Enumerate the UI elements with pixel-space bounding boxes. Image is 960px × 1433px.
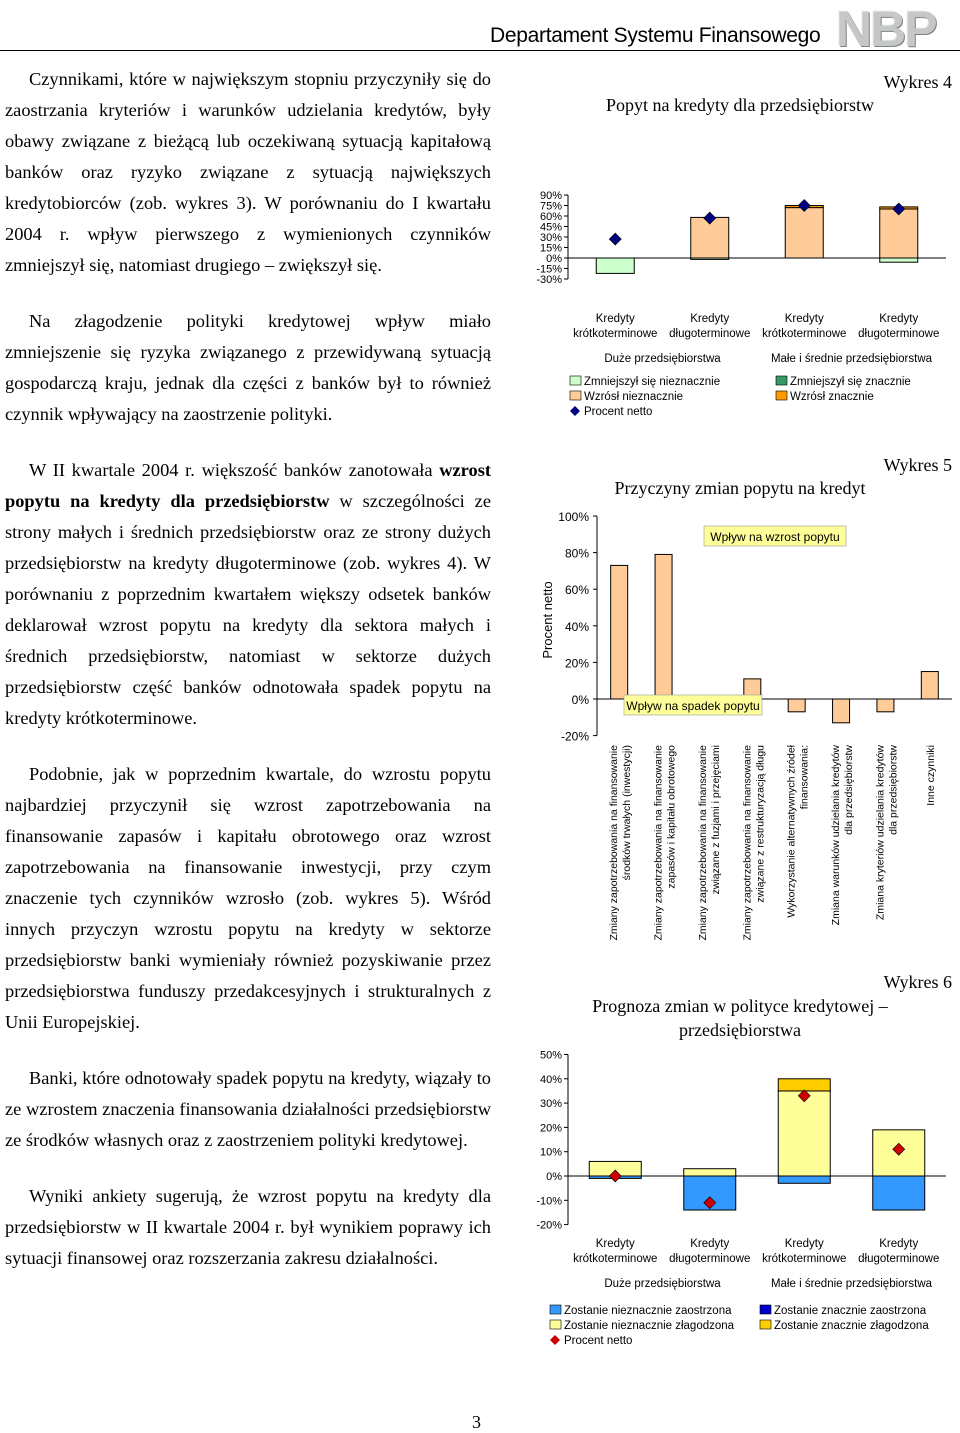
legend-marker — [570, 406, 580, 416]
legend-label: Wzrósł znacznie — [790, 391, 874, 403]
bar — [877, 699, 894, 712]
bar — [596, 258, 634, 273]
paragraph-1: Czynnikami, które w największym stopniu przyczyniły się do zaostrzania kryteriów i warunków udzielania kredytów, były obawy związane z bieżącą lub oczekiwaną sytuacją kapitałową banków oraz ryzyko związane z sytuacją największych kredytobiorców (zob. wykres 3). W porównaniu do I kwartału 2004 r. wpływ pierwszego z wymienionych czynników zmniejszył się, natomiast drugiego – zwiększył się. — [5, 69, 491, 275]
paragraph-6: Wyniki ankiety sugerują, że wzrost popytu na kredyty dla przedsiębiorstw w II kwartale 2004 r. był wynikiem poprawy ich sytuacji finansowej oraz rozszerzania zakresu działalności. — [5, 1186, 491, 1268]
legend-label: Zostanie znacznie zaostrzona — [774, 1305, 927, 1317]
group-label: Duże przedsiębiorstwa — [604, 353, 721, 365]
category-label-group — [608, 745, 633, 941]
y-tick-label: 45% — [539, 221, 562, 234]
legend-label: Zostanie znacznie złagodzona — [774, 1320, 929, 1332]
y-tick-label: 60% — [539, 211, 562, 223]
category-label: długoterminowe — [858, 328, 940, 340]
category-label: finansowania: — [798, 745, 811, 810]
y-tick-label: 0% — [571, 693, 589, 707]
y-tick-label: -30% — [536, 274, 562, 286]
paragraph-3-b: w szczególności ze strony małych i średnich przedsiębiorstw oraz ze strony dużych przedsiębiorstw na kredyty długoterminowe (zob. wykres 4). W porównaniu z poprzednim kwartałem większy odsetek banków deklarował wzrost popytu na kredyty dla sektora małych i średnich przedsiębiorstw, natomiast w sektorze dużych przedsiębiorstw część banków odnotowała spadek popytu na kredyty krótkoterminowe. — [5, 491, 492, 728]
group-label: Małe i średnie przedsiębiorstwa — [770, 1278, 933, 1290]
y-tick-label: 50% — [539, 1049, 562, 1062]
category-label: długoterminowe — [669, 328, 751, 340]
chart-title-line2: przedsiębiorstwa — [679, 1020, 801, 1040]
paragraph-3-bold: wzrost popytu na kredyty dla przedsiębiorstw — [5, 460, 491, 511]
y-tick-label: 15% — [539, 242, 562, 255]
category-label: Zmiany zapotrzebowania na finansowanie — [741, 745, 754, 941]
chart-label: Wykres 5 — [883, 455, 952, 475]
annotation-text: Wpływ na spadek popytu — [626, 699, 760, 713]
y-tick-label: 60% — [564, 583, 589, 598]
category-label: długoterminowe — [669, 1253, 751, 1265]
chart-label: Wykres 6 — [883, 972, 952, 992]
category-label: Kredyty — [879, 1238, 919, 1250]
legend-label: Zostanie nieznacznie złagodzona — [564, 1320, 735, 1332]
category-label-group — [653, 745, 678, 941]
y-tick-label: 20% — [564, 656, 589, 671]
y-tick-label: -20% — [560, 729, 589, 744]
category-label: związane z fuzjami i przejęciami — [709, 745, 722, 895]
legend-label: Zmniejszył się nieznacznie — [584, 376, 721, 388]
category-label-group — [697, 745, 722, 941]
y-tick-label: 40% — [564, 619, 589, 634]
nbp-logo: NBP — [836, 1, 936, 57]
legend-swatch — [550, 1305, 561, 1314]
category-label: krótkoterminowe — [762, 1253, 847, 1265]
chart-title: Przyczyny zmian popytu na kredyt — [614, 478, 866, 498]
category-label: Wykorzystanie alternatywnych źródeł — [785, 745, 798, 918]
category-label: Kredyty — [784, 313, 824, 325]
paragraph-3-a: W II kwartale 2004 r. większość banków zanotowała — [29, 460, 440, 480]
category-label: krótkoterminowe — [573, 1253, 658, 1265]
bar — [833, 699, 850, 723]
legend-swatch — [776, 391, 787, 400]
category-label: Kredyty — [784, 1238, 824, 1250]
bar — [873, 1176, 925, 1210]
category-label: Kredyty — [595, 313, 635, 325]
category-label: Inne czynniki — [924, 745, 937, 806]
bar — [880, 209, 918, 258]
y-tick-label: 80% — [564, 546, 589, 561]
group-label: Duże przedsiębiorstwa — [604, 1278, 721, 1290]
y-tick-label: 40% — [539, 1073, 562, 1086]
category-label: Zmiana kryteriów udzielania kredytów — [874, 745, 887, 921]
legend-swatch — [570, 391, 581, 400]
category-label: długoterminowe — [858, 1253, 940, 1265]
category-label: krótkoterminowe — [762, 328, 847, 340]
category-label: związane z restrukturyzacją długu — [754, 745, 767, 903]
category-label: Kredyty — [879, 313, 919, 325]
legend-swatch — [570, 376, 581, 385]
category-label-group — [925, 745, 937, 806]
chart-label: Wykres 4 — [883, 72, 952, 92]
y-tick-label: -10% — [536, 1195, 562, 1208]
category-label-group — [830, 745, 855, 926]
category-label: Zmiana warunków udzielania kredytów — [830, 745, 843, 926]
bar — [655, 554, 672, 699]
y-axis-label: Procent netto — [540, 581, 555, 659]
legend-label: Procent netto — [564, 1335, 633, 1347]
category-label-group — [874, 745, 899, 920]
legend-label: Procent netto — [584, 406, 653, 418]
bar — [611, 565, 628, 699]
page-number: 3 — [472, 1412, 481, 1432]
category-label: dla przedsiębiorstw — [887, 745, 900, 835]
y-tick-label: 75% — [539, 200, 562, 213]
category-label: Kredyty — [690, 1238, 730, 1250]
paragraph-2: Na złagodzenie polityki kredytowej wpływ miało zmniejszenie się ryzyka związanego z przewidywaną sytuacją gospodarczą kraju, jednak dla części z banków był to również czynnik wpływający na zaostrzenie polityki. — [5, 311, 491, 424]
y-tick-label: 30% — [539, 1098, 562, 1111]
category-label: krótkoterminowe — [573, 328, 658, 340]
legend-swatch — [760, 1320, 771, 1329]
legend-marker — [550, 1335, 560, 1345]
legend-label: Zostanie nieznacznie zaostrzona — [564, 1305, 732, 1317]
bar — [921, 672, 938, 699]
header-department: Departament Systemu Finansowego — [490, 24, 821, 47]
paragraph-5: Banki, które odnotowały spadek popytu na kredyty, wiązały to ze wzrostem znaczenia finansowania działalności przedsiębiorstw ze środków własnych oraz z zaostrzeniem polityki kredytowej. — [5, 1068, 491, 1150]
bar — [788, 699, 805, 712]
bar — [785, 208, 823, 258]
category-label: Zmiany zapotrzebowania na finansowanie — [608, 745, 621, 941]
y-tick-label: 30% — [539, 232, 562, 244]
legend-label: Zmniejszył się znacznie — [790, 376, 911, 388]
paragraph-4: Podobnie, jak w poprzednim kwartale, do wzrostu popytu najbardziej przyczynił się wzrost zapotrzebowania na finansowanie zapasów i kapitału obrotowego oraz wzrost zapotrzebowania na finansowanie inwestycji, przy czym znaczenie tych czynników wzrosło (zob. wykres 5). Wśród innych przyczyn wzrostu popytu na kredyty w sektorze przedsiębiorstw banki wymieniały również pozyskiwanie przez przedsiębiorstwa funduszy przedakcesyjnych i strukturalnych z Unii Europejskiej. — [5, 764, 491, 1032]
category-label: środków trwałych (inwestycji) — [621, 745, 634, 881]
y-tick-label: 0% — [546, 253, 562, 265]
bar — [684, 1169, 736, 1176]
y-tick-label: 100% — [558, 510, 589, 524]
annotation-decrease — [624, 695, 762, 715]
bar — [778, 1176, 830, 1183]
legend-label: Wzrósł nieznacznie — [584, 391, 684, 403]
bar — [880, 258, 918, 262]
annotation-text: Wpływ na wzrost popytu — [710, 530, 840, 544]
category-label: Zmiany zapotrzebowania na finansowanie — [652, 745, 665, 941]
group-label: Małe i średnie przedsiębiorstwa — [770, 353, 933, 365]
y-tick-label: 90% — [539, 190, 562, 202]
category-label: Zmiany zapotrzebowania na finansowanie — [696, 745, 709, 941]
category-label: Kredyty — [595, 1238, 635, 1250]
y-tick-label: -15% — [536, 263, 562, 276]
net-marker — [609, 233, 621, 245]
chart-title: Popyt na kredyty dla przedsiębiorstw — [606, 95, 874, 115]
category-label-group — [741, 745, 766, 941]
chart-title: Prognoza zmian w polityce kredytowej – — [592, 996, 888, 1016]
legend-swatch — [550, 1320, 561, 1329]
y-tick-label: 20% — [539, 1122, 562, 1135]
legend-swatch — [760, 1305, 771, 1314]
category-label: zapasów i kapitału obrotowego — [665, 745, 678, 889]
y-tick-label: -20% — [536, 1219, 562, 1232]
annotation-increase — [704, 526, 846, 546]
y-tick-label: 10% — [539, 1146, 562, 1159]
category-label-group — [786, 744, 811, 917]
legend-swatch — [776, 376, 787, 385]
bar — [778, 1079, 830, 1091]
category-label: Kredyty — [690, 313, 730, 325]
bar — [778, 1091, 830, 1176]
category-label: dla przedsiębiorstw — [843, 745, 856, 835]
y-tick-label: 0% — [546, 1171, 562, 1183]
